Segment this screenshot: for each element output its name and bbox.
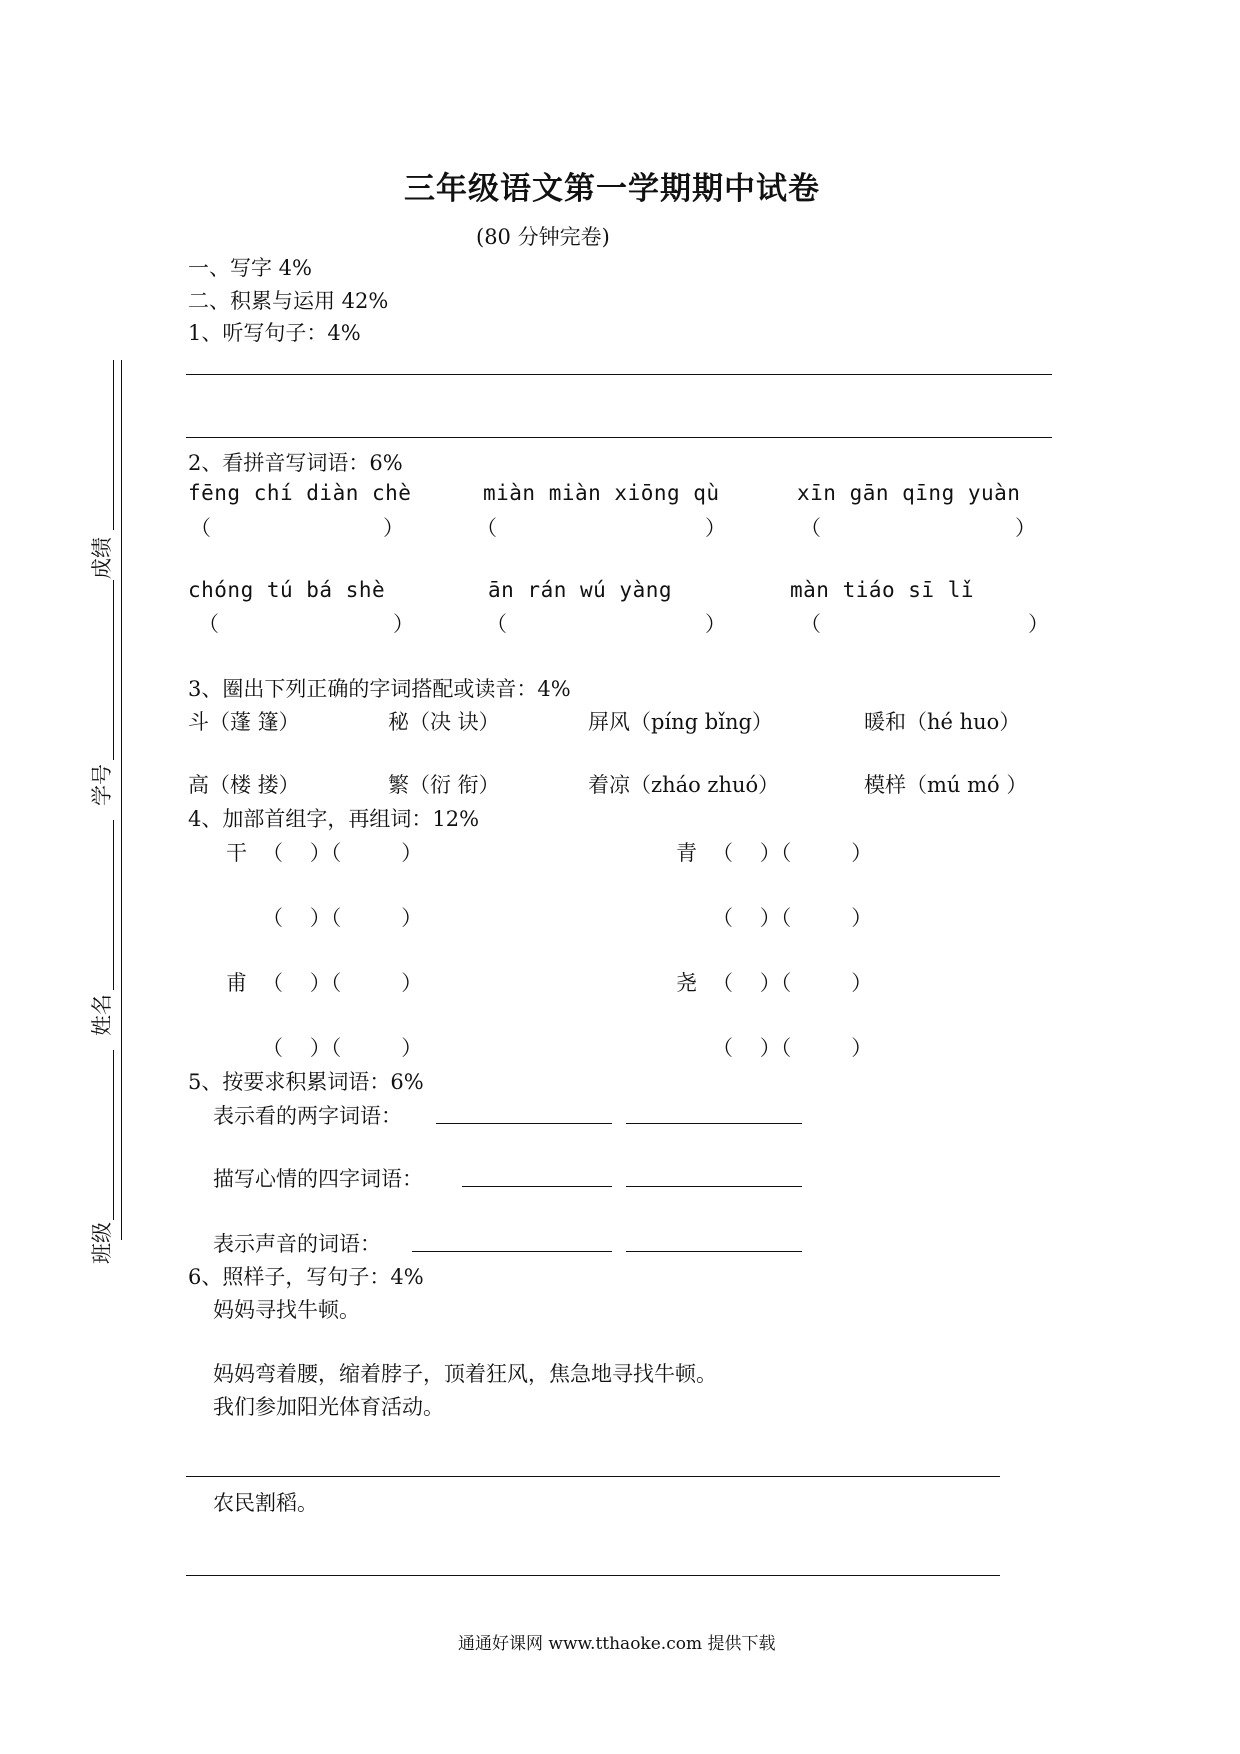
answer-blanks[interactable]: （ ）（ ）	[262, 971, 423, 995]
q5-prompt-mood: 描写心情的四字词语：	[213, 1167, 423, 1191]
choice-item[interactable]: 着凉（zháo zhuó）	[588, 773, 780, 797]
radical-base-char: 干	[226, 841, 247, 865]
radical-base-char: 青	[676, 841, 697, 865]
answer-blanks[interactable]: （ ）（ ）	[712, 906, 873, 930]
q6-answer-line[interactable]	[186, 1575, 1000, 1576]
question-6-heading: 6、照样子，写句子：4%	[188, 1265, 424, 1289]
name-line	[113, 820, 114, 990]
radical-base-char: 甫	[226, 971, 247, 995]
answer-blanks[interactable]: （ ）（ ）	[262, 841, 423, 865]
choice-item[interactable]: 斗（蓬 篷）	[188, 710, 300, 734]
answer-bracket-open: （	[800, 612, 821, 636]
id-field-line	[113, 580, 114, 760]
choice-item[interactable]: 繁（衍 衔）	[388, 773, 500, 797]
choice-item[interactable]: 高（楼 搂）	[188, 773, 300, 797]
answer-bracket-open: （	[486, 612, 507, 636]
radical-base-char: 尧	[676, 971, 697, 995]
binding-margin-line	[121, 360, 122, 1240]
choice-item[interactable]: 秘（决 诀）	[388, 710, 500, 734]
pinyin-prompt: ān rán wú yàng	[488, 578, 673, 602]
q5-prompt-look: 表示看的两字词语：	[213, 1104, 402, 1128]
choice-item[interactable]: 暖和（hé huo）	[864, 710, 1021, 734]
q5-answer-line[interactable]	[412, 1251, 612, 1252]
choice-item[interactable]: 屏风（píng bǐng）	[588, 710, 773, 734]
answer-blanks[interactable]: （ ）（ ）	[262, 1036, 423, 1060]
answer-blanks[interactable]: （ ）（ ）	[712, 1036, 873, 1060]
name-field-line	[113, 360, 114, 530]
answer-blanks[interactable]: （ ）（ ）	[262, 906, 423, 930]
q5-answer-line[interactable]	[626, 1186, 802, 1187]
answer-bracket-close: ）	[705, 612, 726, 636]
dictation-answer-line[interactable]	[186, 374, 1052, 375]
q5-answer-line[interactable]	[626, 1251, 802, 1252]
section-1-heading: 一、写字 4%	[188, 256, 312, 280]
choice-item[interactable]: 模样（mú mó ）	[864, 773, 1028, 797]
answer-bracket-open: （	[476, 516, 497, 540]
question-2-heading: 2、看拼音写词语：6%	[188, 451, 403, 475]
question-1-heading: 1、听写句子：4%	[188, 321, 361, 345]
question-3-heading: 3、圈出下列正确的字词搭配或读音：4%	[188, 677, 571, 701]
answer-bracket-close: ）	[705, 516, 726, 540]
pinyin-prompt: màn tiáo sī lǐ	[790, 578, 975, 602]
class-line	[113, 1050, 114, 1220]
page-title: 三年级语文第一学期期中试卷	[404, 171, 820, 207]
q6-example-long: 妈妈弯着腰，缩着脖子，顶着狂风，焦急地寻找牛顿。	[213, 1362, 717, 1386]
question-4-heading: 4、加部首组字，再组词：12%	[188, 807, 480, 831]
q5-answer-line[interactable]	[626, 1123, 802, 1124]
answer-bracket-close: ）	[393, 612, 414, 636]
q6-example-short: 妈妈寻找牛顿。	[213, 1298, 360, 1322]
answer-bracket-open: （	[190, 516, 211, 540]
q6-task-2: 农民割稻。	[213, 1491, 318, 1515]
side-label-name: 姓名	[90, 994, 114, 1036]
answer-bracket-close: ）	[383, 516, 404, 540]
answer-bracket-open: （	[198, 612, 219, 636]
pinyin-prompt: miàn miàn xiōng qù	[483, 481, 720, 505]
section-2-heading: 二、积累与运用 42%	[188, 289, 389, 313]
side-label-class: 班级	[90, 1222, 114, 1264]
q6-answer-line[interactable]	[186, 1476, 1000, 1477]
page-footer: 通通好课网 www.tthaoke.com 提供下载	[458, 1634, 776, 1654]
q5-answer-line[interactable]	[462, 1186, 612, 1187]
pinyin-prompt: xīn gān qīng yuàn	[797, 481, 1021, 505]
q5-answer-line[interactable]	[436, 1123, 612, 1124]
side-label-score: 成绩	[90, 537, 114, 579]
pinyin-prompt: fēng chí diàn chè	[188, 481, 412, 505]
dictation-answer-line[interactable]	[186, 437, 1052, 438]
side-label-student-id: 学号	[90, 764, 114, 806]
answer-blanks[interactable]: （ ）（ ）	[712, 841, 873, 865]
question-5-heading: 5、按要求积累词语：6%	[188, 1070, 424, 1094]
pinyin-prompt: chóng tú bá shè	[188, 578, 386, 602]
page-subtitle: (80 分钟完卷)	[476, 225, 610, 249]
answer-bracket-close: ）	[1028, 612, 1049, 636]
answer-bracket-open: （	[800, 516, 821, 540]
q5-prompt-sound: 表示声音的词语：	[213, 1232, 381, 1256]
q6-task-1: 我们参加阳光体育活动。	[213, 1395, 444, 1419]
answer-bracket-close: ）	[1015, 516, 1036, 540]
answer-blanks[interactable]: （ ）（ ）	[712, 971, 873, 995]
